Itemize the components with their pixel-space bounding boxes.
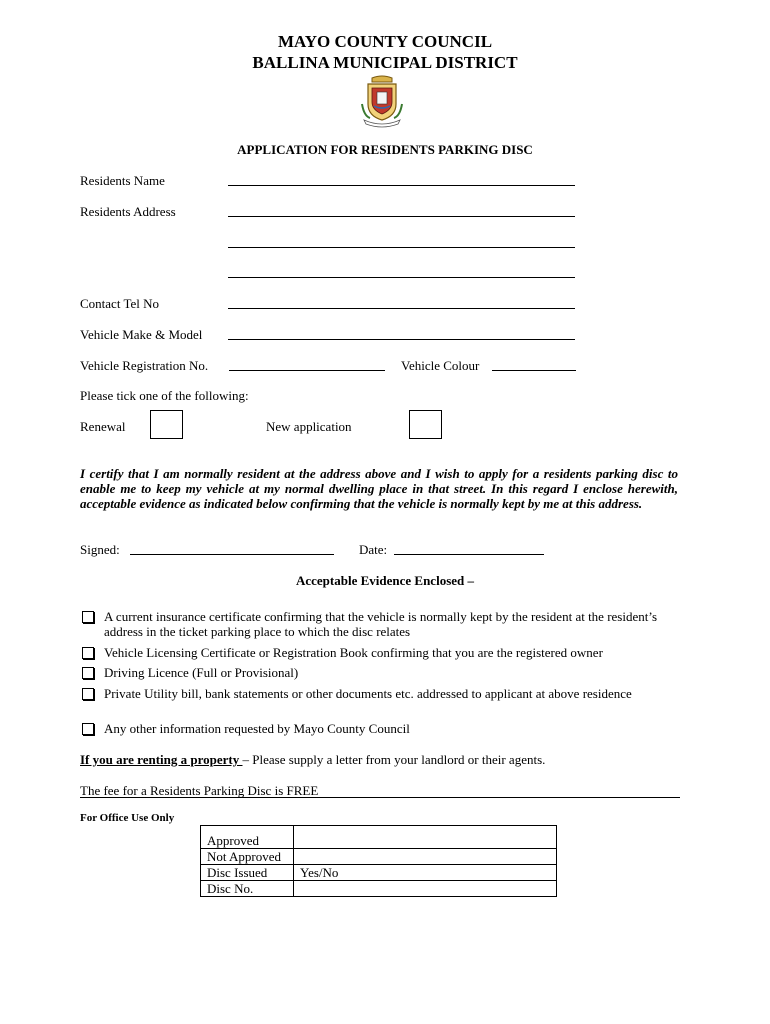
form-title: APPLICATION FOR RESIDENTS PARKING DISC [237,142,533,157]
fee-divider [80,797,680,798]
new-application-label: New application [266,419,352,434]
address-line-1[interactable] [228,204,575,217]
date-label: Date: [359,542,388,557]
list-item [82,721,682,736]
residents-address-label: Residents Address [80,204,176,219]
list-item [82,645,682,660]
office-use-table [200,825,557,897]
office-label: Disc Issued [201,865,294,881]
evidence-text: A current insurance certificate confirming that the vehicle is normally kept by the resident at the resident’s address in the ticket parking place to which the disc relates [104,609,658,639]
evidence-text: Driving Licence (Full or Provisional) [104,665,299,680]
list-item [82,609,682,639]
renting-text: – Please supply a letter from your landlord or their agents. [242,752,546,767]
residents-name-label: Residents Name [80,173,165,188]
council-title: MAYO COUNTY COUNCIL [277,32,493,51]
office-value[interactable] [294,881,557,897]
new-application-checkbox[interactable] [409,410,442,439]
checkbox-icon[interactable] [82,667,94,679]
renting-note [80,752,545,768]
vehicle-colour-label: Vehicle Colour [401,358,480,373]
renewal-label: Renewal [80,419,126,434]
renting-label: If you are renting a property [80,752,243,767]
office-value[interactable]: Yes/No [294,865,557,881]
evidence-text: Private Utility bill, bank statements or other documents etc. addressed to applicant at above residence [104,686,632,701]
office-label: Disc No. [201,881,294,897]
evidence-text: Any other information requested by Mayo County Council [104,721,410,736]
office-label: Not Approved [201,849,294,865]
district-title: BALLINA MUNICIPAL DISTRICT [252,53,518,72]
checkbox-icon[interactable] [82,647,94,659]
renewal-checkbox[interactable] [150,410,183,439]
office-value[interactable] [294,849,557,865]
residents-name-field[interactable] [228,173,575,186]
checkbox-icon[interactable] [82,688,94,700]
vehicle-reg-label: Vehicle Registration No. [80,358,209,373]
evidence-heading: Acceptable Evidence Enclosed – [295,573,474,588]
checkbox-icon[interactable] [82,611,94,623]
address-line-3[interactable] [228,265,575,278]
county-crest-icon [358,74,406,128]
table-row [201,881,557,897]
office-use-title: For Office Use Only [80,812,175,824]
contact-tel-field[interactable] [228,296,575,309]
table-row [201,865,557,881]
fee-text: The fee for a Residents Parking Disc is FREE [80,783,319,798]
table-row [201,826,557,849]
evidence-text: Vehicle Licensing Certificate or Registration Book confirming that you are the registered owner [104,645,603,660]
office-label: Approved [201,826,294,849]
vehicle-make-field[interactable] [228,327,575,340]
table-row [201,849,557,865]
signed-label: Signed: [80,542,120,557]
checkbox-icon[interactable] [82,723,94,735]
address-line-2[interactable] [228,235,575,248]
vehicle-colour-field[interactable] [492,358,576,371]
declaration-text: I certify that I am normally resident at the address above and I wish to apply for a residents parking disc to enable me to keep my vehicle at my normal dwelling place in that street. In this regard I enclose herewith, acceptable evidence as indicated below confirming that the vehicle is normally kept by me at this address. [80,466,678,511]
signature-field[interactable] [130,542,334,555]
vehicle-make-label: Vehicle Make & Model [80,327,203,342]
date-field[interactable] [394,542,544,555]
list-item [82,686,682,701]
vehicle-reg-field[interactable] [229,358,385,371]
office-value[interactable] [294,826,557,849]
list-item [82,665,682,680]
tick-prompt: Please tick one of the following: [80,388,249,403]
contact-tel-label: Contact Tel No [80,296,160,311]
